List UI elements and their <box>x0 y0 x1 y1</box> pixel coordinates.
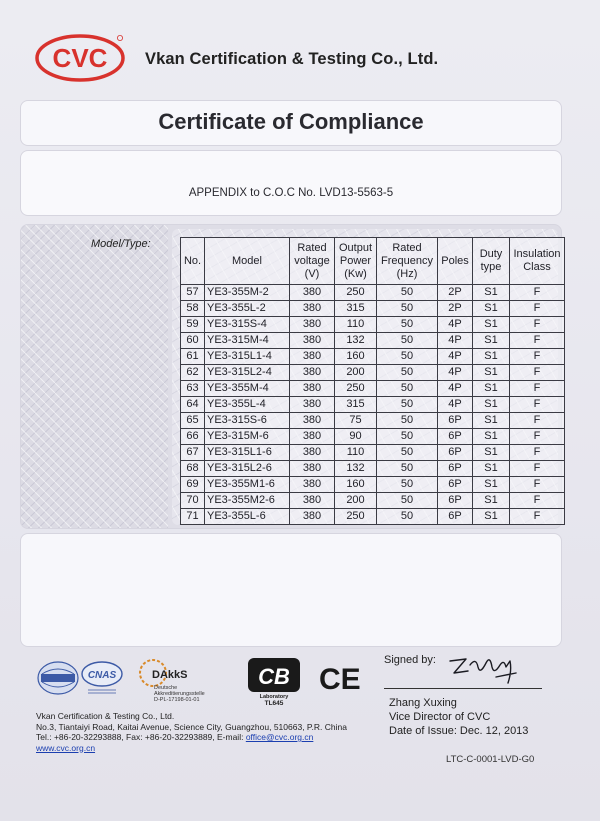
cell-no: 68 <box>181 461 205 477</box>
cell-power: 250 <box>335 285 377 301</box>
cell-power: 160 <box>335 477 377 493</box>
header-model: Model <box>205 238 290 285</box>
cell-frequency: 50 <box>377 349 438 365</box>
cnas-logo <box>82 662 122 693</box>
cell-model: YE3-355M-4 <box>205 381 290 397</box>
cell-voltage: 380 <box>290 493 335 509</box>
cell-poles: 4P <box>438 365 473 381</box>
cell-no: 71 <box>181 509 205 525</box>
table-row <box>181 429 565 445</box>
cell-model: YE3-355M2-6 <box>205 493 290 509</box>
svg-text:DAkkS: DAkkS <box>152 669 188 681</box>
cell-voltage: 380 <box>290 445 335 461</box>
cell-no: 61 <box>181 349 205 365</box>
svg-text:D-PL-17198-01-01: D-PL-17198-01-01 <box>154 697 200 703</box>
svg-text:TL645: TL645 <box>264 700 284 706</box>
cell-power: 200 <box>335 493 377 509</box>
cell-power: 75 <box>335 413 377 429</box>
header-no: No. <box>181 238 205 285</box>
cell-insulation: F <box>510 317 565 333</box>
cell-insulation: F <box>510 445 565 461</box>
cell-poles: 6P <box>438 509 473 525</box>
cell-model: YE3-315S-6 <box>205 413 290 429</box>
header-output-power: Output Power (Kw) <box>335 238 377 285</box>
cell-frequency: 50 <box>377 429 438 445</box>
cell-duty: S1 <box>473 381 510 397</box>
cell-no: 66 <box>181 429 205 445</box>
cell-poles: 6P <box>438 477 473 493</box>
cell-insulation: F <box>510 461 565 477</box>
ilac-mra-logo <box>38 662 78 694</box>
cell-frequency: 50 <box>377 365 438 381</box>
cell-voltage: 380 <box>290 349 335 365</box>
cell-insulation: F <box>510 397 565 413</box>
svg-text:CNAS: CNAS <box>87 670 117 681</box>
cell-power: 250 <box>335 381 377 397</box>
cell-poles: 4P <box>438 381 473 397</box>
svg-text:CE: CE <box>319 663 361 696</box>
cell-frequency: 50 <box>377 413 438 429</box>
certificate-title: Certificate of Compliance <box>158 109 424 134</box>
cell-poles: 4P <box>438 397 473 413</box>
cell-no: 69 <box>181 477 205 493</box>
cell-model: YE3-315L2-6 <box>205 461 290 477</box>
cb-scheme-logo <box>248 658 300 706</box>
model-table-body <box>181 285 565 525</box>
cell-insulation: F <box>510 429 565 445</box>
ce-mark <box>319 663 361 696</box>
cell-duty: S1 <box>473 301 510 317</box>
cell-duty: S1 <box>473 397 510 413</box>
cell-no: 58 <box>181 301 205 317</box>
signature-line <box>384 688 542 689</box>
cell-voltage: 380 <box>290 477 335 493</box>
cell-insulation: F <box>510 365 565 381</box>
title-band <box>20 100 562 146</box>
cell-voltage: 380 <box>290 509 335 525</box>
cell-poles: 4P <box>438 349 473 365</box>
cell-voltage: 380 <box>290 429 335 445</box>
cell-model: YE3-315L2-4 <box>205 365 290 381</box>
footer-contact: Tel.: +86-20-32293888, Fax: +86-20-32293889, E-mail: office@cvc.org.cn <box>36 732 314 742</box>
cell-duty: S1 <box>473 333 510 349</box>
signer-details <box>389 696 528 738</box>
accreditation-logos <box>36 656 366 706</box>
header-duty-type: Duty type <box>473 238 510 285</box>
cell-model: YE3-355L-2 <box>205 301 290 317</box>
cell-poles: 6P <box>438 413 473 429</box>
table-row <box>181 333 565 349</box>
cell-power: 110 <box>335 445 377 461</box>
table-row <box>181 285 565 301</box>
svg-text:Deutsche: Deutsche <box>154 685 178 691</box>
header-poles: Poles <box>438 238 473 285</box>
cell-no: 70 <box>181 493 205 509</box>
cell-frequency: 50 <box>377 285 438 301</box>
cell-voltage: 380 <box>290 301 335 317</box>
cell-power: 250 <box>335 509 377 525</box>
svg-text:Laboratory: Laboratory <box>259 694 289 700</box>
header-rated-frequency: Rated Frequency (Hz) <box>377 238 438 285</box>
header-rated-voltage: Rated voltage (V) <box>290 238 335 285</box>
cell-frequency: 50 <box>377 477 438 493</box>
cell-power: 160 <box>335 349 377 365</box>
cell-model: YE3-315S-4 <box>205 317 290 333</box>
cell-insulation: F <box>510 349 565 365</box>
cell-insulation: F <box>510 413 565 429</box>
cell-duty: S1 <box>473 493 510 509</box>
cell-power: 110 <box>335 317 377 333</box>
appendix-reference: APPENDIX to C.O.C No. LVD13-5563-5 <box>188 187 394 199</box>
cell-poles: 6P <box>438 461 473 477</box>
table-row <box>181 509 565 525</box>
table-row <box>181 445 565 461</box>
dakks-logo <box>140 660 205 703</box>
logo-text: CVC <box>52 43 108 73</box>
cell-no: 65 <box>181 413 205 429</box>
model-type-label: Model/Type: <box>91 238 151 250</box>
cell-voltage: 380 <box>290 333 335 349</box>
cell-poles: 4P <box>438 333 473 349</box>
cell-duty: S1 <box>473 285 510 301</box>
company-name: Vkan Certification & Testing Co., Ltd. <box>145 50 439 68</box>
blank-band <box>20 533 562 647</box>
header-insulation-class: Insulation Class <box>510 238 565 285</box>
cell-power: 315 <box>335 397 377 413</box>
cell-poles: 6P <box>438 445 473 461</box>
cell-duty: S1 <box>473 317 510 333</box>
cell-frequency: 50 <box>377 301 438 317</box>
cell-no: 63 <box>181 381 205 397</box>
cell-model: YE3-315L1-6 <box>205 445 290 461</box>
footer-street: No.3, Tiantaiyi Road, Kaitai Avenue, Science City, Guangzhou, 510663, P.R. China <box>36 721 347 732</box>
document-code: LTC-C-0001-LVD-G0 <box>446 754 535 765</box>
cell-duty: S1 <box>473 445 510 461</box>
email-link[interactable]: office@cvc.org.cn <box>245 732 314 742</box>
footer-company: Vkan Certification & Testing Co., Ltd. <box>36 711 175 721</box>
cell-voltage: 380 <box>290 413 335 429</box>
cell-poles: 2P <box>438 301 473 317</box>
cell-model: YE3-355M-2 <box>205 285 290 301</box>
svg-text:Akkreditierungsstelle: Akkreditierungsstelle <box>154 691 205 697</box>
table-header-row <box>181 238 565 285</box>
cell-poles: 6P <box>438 493 473 509</box>
signed-by-label: Signed by: <box>384 654 436 666</box>
cell-model: YE3-315M-6 <box>205 429 290 445</box>
footer-address <box>36 711 347 753</box>
cell-frequency: 50 <box>377 461 438 477</box>
cell-duty: S1 <box>473 365 510 381</box>
table-row <box>181 381 565 397</box>
model-table <box>180 237 565 525</box>
cell-duty: S1 <box>473 429 510 445</box>
svg-text:CB: CB <box>258 664 290 689</box>
cell-no: 59 <box>181 317 205 333</box>
table-row <box>181 493 565 509</box>
cell-voltage: 380 <box>290 461 335 477</box>
website-link[interactable]: www.cvc.org.cn <box>36 742 96 753</box>
cell-insulation: F <box>510 333 565 349</box>
handwritten-signature <box>446 647 526 687</box>
cell-power: 132 <box>335 333 377 349</box>
cell-model: YE3-315L1-4 <box>205 349 290 365</box>
cell-frequency: 50 <box>377 509 438 525</box>
cell-voltage: 380 <box>290 285 335 301</box>
cell-poles: 6P <box>438 429 473 445</box>
cell-frequency: 50 <box>377 317 438 333</box>
date-of-issue: Date of Issue: Dec. 12, 2013 <box>389 725 529 737</box>
cell-no: 64 <box>181 397 205 413</box>
security-pattern-left <box>21 225 168 528</box>
cell-model: YE3-355L-4 <box>205 397 290 413</box>
cell-voltage: 380 <box>290 397 335 413</box>
cell-insulation: F <box>510 493 565 509</box>
cell-duty: S1 <box>473 509 510 525</box>
cell-poles: 4P <box>438 317 473 333</box>
table-row <box>181 349 565 365</box>
cell-power: 315 <box>335 301 377 317</box>
cell-model: YE3-355M1-6 <box>205 477 290 493</box>
table-row <box>181 301 565 317</box>
appendix-band <box>20 150 562 216</box>
table-row <box>181 461 565 477</box>
cell-duty: S1 <box>473 477 510 493</box>
cell-frequency: 50 <box>377 381 438 397</box>
cell-insulation: F <box>510 285 565 301</box>
cell-insulation: F <box>510 477 565 493</box>
cell-duty: S1 <box>473 461 510 477</box>
cell-duty: S1 <box>473 349 510 365</box>
cell-power: 132 <box>335 461 377 477</box>
cell-no: 67 <box>181 445 205 461</box>
cell-duty: S1 <box>473 413 510 429</box>
cell-voltage: 380 <box>290 381 335 397</box>
signer-position: Vice Director of CVC <box>389 711 491 723</box>
cell-power: 90 <box>335 429 377 445</box>
cell-insulation: F <box>510 381 565 397</box>
cvc-logo <box>34 32 126 84</box>
cell-voltage: 380 <box>290 365 335 381</box>
cell-frequency: 50 <box>377 333 438 349</box>
table-row <box>181 365 565 381</box>
cell-power: 200 <box>335 365 377 381</box>
cell-no: 62 <box>181 365 205 381</box>
cell-frequency: 50 <box>377 397 438 413</box>
cell-voltage: 380 <box>290 317 335 333</box>
cell-insulation: F <box>510 509 565 525</box>
cell-frequency: 50 <box>377 493 438 509</box>
signer-name: Zhang Xuxing <box>389 697 457 709</box>
cell-no: 57 <box>181 285 205 301</box>
cell-frequency: 50 <box>377 445 438 461</box>
table-row <box>181 397 565 413</box>
cell-no: 60 <box>181 333 205 349</box>
table-row <box>181 317 565 333</box>
cell-insulation: F <box>510 301 565 317</box>
table-row <box>181 477 565 493</box>
cell-poles: 2P <box>438 285 473 301</box>
table-row <box>181 413 565 429</box>
cell-model: YE3-355L-6 <box>205 509 290 525</box>
cell-model: YE3-315M-4 <box>205 333 290 349</box>
